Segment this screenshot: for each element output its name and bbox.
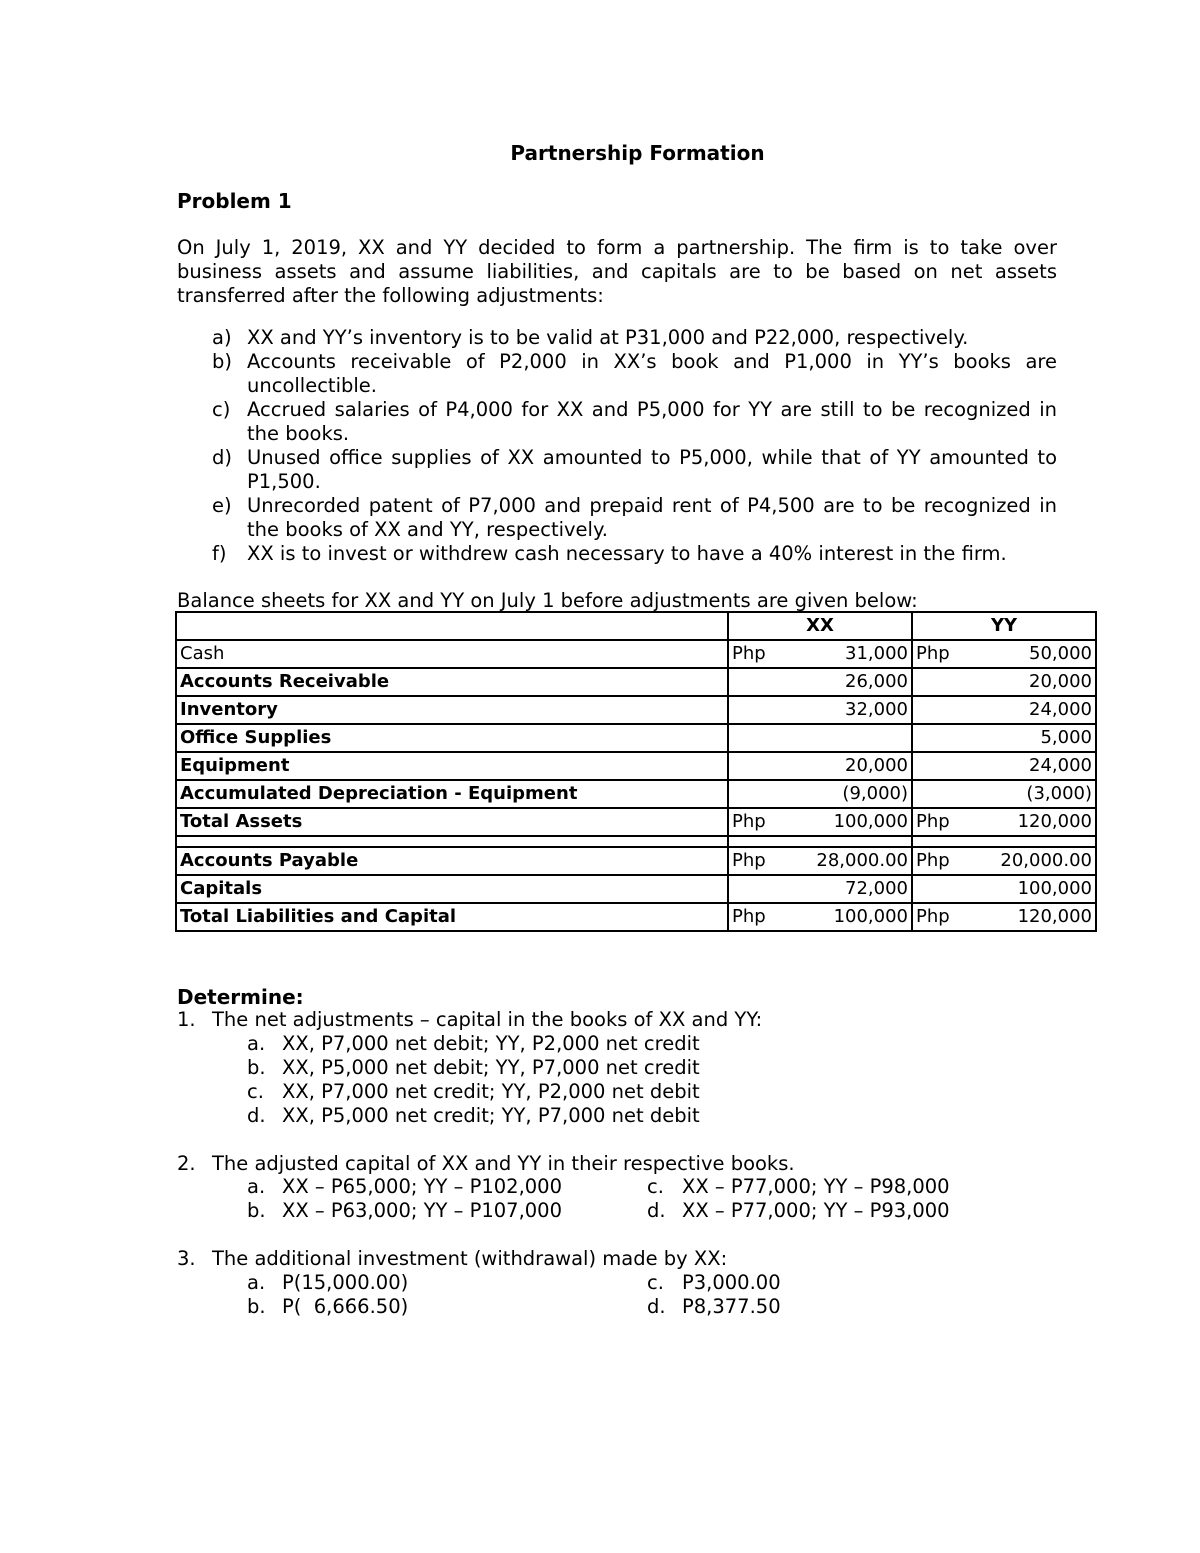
- option-row: [247, 1199, 1047, 1223]
- table-row: [176, 640, 1096, 668]
- item-text: Unused office supplies of XX amounted to P5,000, while that of YY amounted to P1,500.: [247, 446, 1057, 493]
- currency-label: Php: [732, 643, 766, 664]
- table-row: [176, 808, 1096, 836]
- table-header-row: [176, 612, 1096, 640]
- xx-cell: [728, 752, 912, 780]
- option-label: c.: [247, 1080, 264, 1103]
- row-label: Inventory: [176, 696, 728, 724]
- question-number: 3.: [177, 1247, 196, 1270]
- option-text: P8,377.50: [682, 1295, 781, 1318]
- item-text: Unrecorded patent of P7,000 and prepaid rent of P4,500 are to be recognized in the books of XX and YY, respectively.: [247, 494, 1057, 541]
- option-text: XX, P7,000 net credit; YY, P2,000 net debit: [282, 1080, 700, 1103]
- amount: 120,000: [1017, 906, 1092, 927]
- option-row: [247, 1175, 1047, 1199]
- spacer-cell: [728, 836, 912, 847]
- option-text: P( 6,666.50): [282, 1295, 409, 1318]
- item-text: Accrued salaries of P4,000 for XX and P5,000 for YY are still to be recognized in the books.: [247, 398, 1057, 445]
- column-header-yy: YY: [912, 612, 1096, 640]
- option: [247, 1080, 700, 1104]
- xx-cell: [728, 696, 912, 724]
- amount: 24,000: [1029, 699, 1092, 720]
- table-row: [176, 752, 1096, 780]
- table-row: [176, 696, 1096, 724]
- item-text: Accounts receivable of P2,000 in XX’s book and P1,000 in YY’s books are uncollectible.: [247, 350, 1057, 397]
- amount: 100,000: [1017, 878, 1092, 899]
- adjustment-item: [177, 446, 1057, 494]
- option-label: c.: [647, 1271, 664, 1294]
- option-text: P(15,000.00): [282, 1271, 409, 1294]
- amount: 50,000: [1029, 643, 1092, 664]
- option: [247, 1295, 647, 1319]
- header-blank-cell: [176, 612, 728, 640]
- row-label: Equipment: [176, 752, 728, 780]
- item-label: d): [212, 446, 232, 469]
- question-text: The adjusted capital of XX and YY in their respective books.: [212, 1152, 795, 1175]
- row-label: Accounts Receivable: [176, 668, 728, 696]
- amount: 72,000: [845, 878, 908, 899]
- option: [247, 1271, 647, 1295]
- amount: 26,000: [845, 671, 908, 692]
- currency-label: Php: [916, 850, 950, 871]
- currency-label: Php: [916, 906, 950, 927]
- yy-cell: [912, 847, 1096, 875]
- table-row: [176, 903, 1096, 931]
- option-label: d.: [647, 1295, 666, 1318]
- option-row: [247, 1295, 1047, 1319]
- row-label: Cash: [176, 640, 728, 668]
- option-label: d.: [247, 1104, 266, 1127]
- option: [647, 1199, 1047, 1223]
- yy-cell: [912, 780, 1096, 808]
- item-label: f): [212, 542, 227, 565]
- option: [247, 1104, 700, 1128]
- table-spacer-row: [176, 836, 1096, 847]
- balance-sheet-table: [175, 611, 1097, 932]
- option-text: XX – P63,000; YY – P107,000: [282, 1199, 562, 1222]
- amount: 20,000: [845, 755, 908, 776]
- option-text: XX, P7,000 net debit; YY, P2,000 net credit: [282, 1032, 700, 1055]
- table-row: [176, 875, 1096, 903]
- option: [247, 1199, 647, 1223]
- item-label: a): [212, 326, 232, 349]
- currency-label: Php: [916, 643, 950, 664]
- adjustment-item: [177, 398, 1057, 446]
- question-1-options: [247, 1032, 700, 1128]
- question-1: [177, 1008, 762, 1032]
- amount: 31,000: [845, 643, 908, 664]
- row-label: Total Liabilities and Capital: [176, 903, 728, 931]
- option-label: b.: [247, 1295, 266, 1318]
- intro-text: On July 1, 2019, XX and YY decided to form a partnership. The firm is to take over business assets and assume liabilities, and capitals are to be based on net assets transferred after the following adjustments:: [177, 236, 1057, 307]
- table-row: [176, 724, 1096, 752]
- option-label: b.: [247, 1056, 266, 1079]
- question-number: 1.: [177, 1008, 196, 1031]
- row-label: Capitals: [176, 875, 728, 903]
- spacer-cell: [912, 836, 1096, 847]
- option-label: b.: [247, 1199, 266, 1222]
- amount: 120,000: [1017, 811, 1092, 832]
- currency-label: Php: [916, 811, 950, 832]
- amount: 28,000.00: [816, 850, 908, 871]
- adjustment-item: [177, 494, 1057, 542]
- item-label: b): [212, 350, 232, 373]
- option: [247, 1056, 700, 1080]
- option: [647, 1271, 1047, 1295]
- item-label: e): [212, 494, 232, 517]
- spacer-cell: [176, 836, 728, 847]
- amount: 100,000: [833, 811, 908, 832]
- question-3: [177, 1247, 727, 1271]
- amount: (3,000): [1026, 783, 1092, 804]
- xx-cell: [728, 847, 912, 875]
- currency-label: Php: [732, 906, 766, 927]
- amount: (9,000): [842, 783, 908, 804]
- option-label: a.: [247, 1175, 266, 1198]
- currency-label: Php: [732, 811, 766, 832]
- table-row: [176, 668, 1096, 696]
- item-text: XX is to invest or withdrew cash necessary to have a 40% interest in the firm.: [247, 542, 1007, 565]
- column-header-xx: XX: [728, 612, 912, 640]
- option: [647, 1175, 1047, 1199]
- item-label: c): [212, 398, 231, 421]
- option-label: a.: [247, 1032, 266, 1055]
- option-text: P3,000.00: [682, 1271, 781, 1294]
- option: [247, 1175, 647, 1199]
- option-text: XX, P5,000 net debit; YY, P7,000 net credit: [282, 1056, 700, 1079]
- amount: 20,000.00: [1000, 850, 1092, 871]
- option: [247, 1032, 700, 1056]
- option: [647, 1295, 1047, 1319]
- currency-label: Php: [732, 850, 766, 871]
- yy-cell: [912, 640, 1096, 668]
- item-text: XX and YY’s inventory is to be valid at P31,000 and P22,000, respectively.: [247, 326, 969, 349]
- option-text: XX – P77,000; YY – P93,000: [682, 1199, 950, 1222]
- yy-cell: [912, 696, 1096, 724]
- amount: 100,000: [833, 906, 908, 927]
- xx-cell: [728, 903, 912, 931]
- question-2: [177, 1152, 795, 1176]
- question-3-options: [247, 1271, 1047, 1319]
- xx-cell: [728, 640, 912, 668]
- yy-cell: [912, 875, 1096, 903]
- row-label: Office Supplies: [176, 724, 728, 752]
- amount: 5,000: [1040, 727, 1092, 748]
- balance-sheet-caption: Balance sheets for XX and YY on July 1 before adjustments are given below:: [177, 589, 918, 612]
- question-text: The additional investment (withdrawal) made by XX:: [212, 1247, 728, 1270]
- option-text: XX – P65,000; YY – P102,000: [282, 1175, 562, 1198]
- amount: 24,000: [1029, 755, 1092, 776]
- option-text: XX, P5,000 net credit; YY, P7,000 net debit: [282, 1104, 700, 1127]
- row-label: Accounts Payable: [176, 847, 728, 875]
- xx-cell: [728, 724, 912, 752]
- adjustment-item: [177, 542, 1057, 566]
- question-2-options: [247, 1175, 1047, 1223]
- row-label: Accumulated Depreciation - Equipment: [176, 780, 728, 808]
- problem-heading: Problem 1: [177, 189, 292, 213]
- question-text: The net adjustments – capital in the books of XX and YY:: [212, 1008, 763, 1031]
- row-label: Total Assets: [176, 808, 728, 836]
- adjustment-item: [177, 350, 1057, 398]
- option-text: XX – P77,000; YY – P98,000: [682, 1175, 950, 1198]
- xx-cell: [728, 668, 912, 696]
- determine-heading: Determine:: [177, 985, 304, 1009]
- page-title: Partnership Formation: [510, 141, 765, 165]
- option-label: d.: [647, 1199, 666, 1222]
- adjustment-item: [177, 326, 1057, 350]
- table-row: [176, 847, 1096, 875]
- option-label: c.: [647, 1175, 664, 1198]
- yy-cell: [912, 903, 1096, 931]
- table-row: [176, 780, 1096, 808]
- yy-cell: [912, 752, 1096, 780]
- amount: 32,000: [845, 699, 908, 720]
- intro-paragraph: [177, 236, 1057, 308]
- yy-cell: [912, 808, 1096, 836]
- xx-cell: [728, 875, 912, 903]
- yy-cell: [912, 668, 1096, 696]
- question-number: 2.: [177, 1152, 196, 1175]
- xx-cell: [728, 780, 912, 808]
- adjustments-list: [177, 326, 1057, 566]
- xx-cell: [728, 808, 912, 836]
- yy-cell: [912, 724, 1096, 752]
- amount: 20,000: [1029, 671, 1092, 692]
- option-label: a.: [247, 1271, 266, 1294]
- option-row: [247, 1271, 1047, 1295]
